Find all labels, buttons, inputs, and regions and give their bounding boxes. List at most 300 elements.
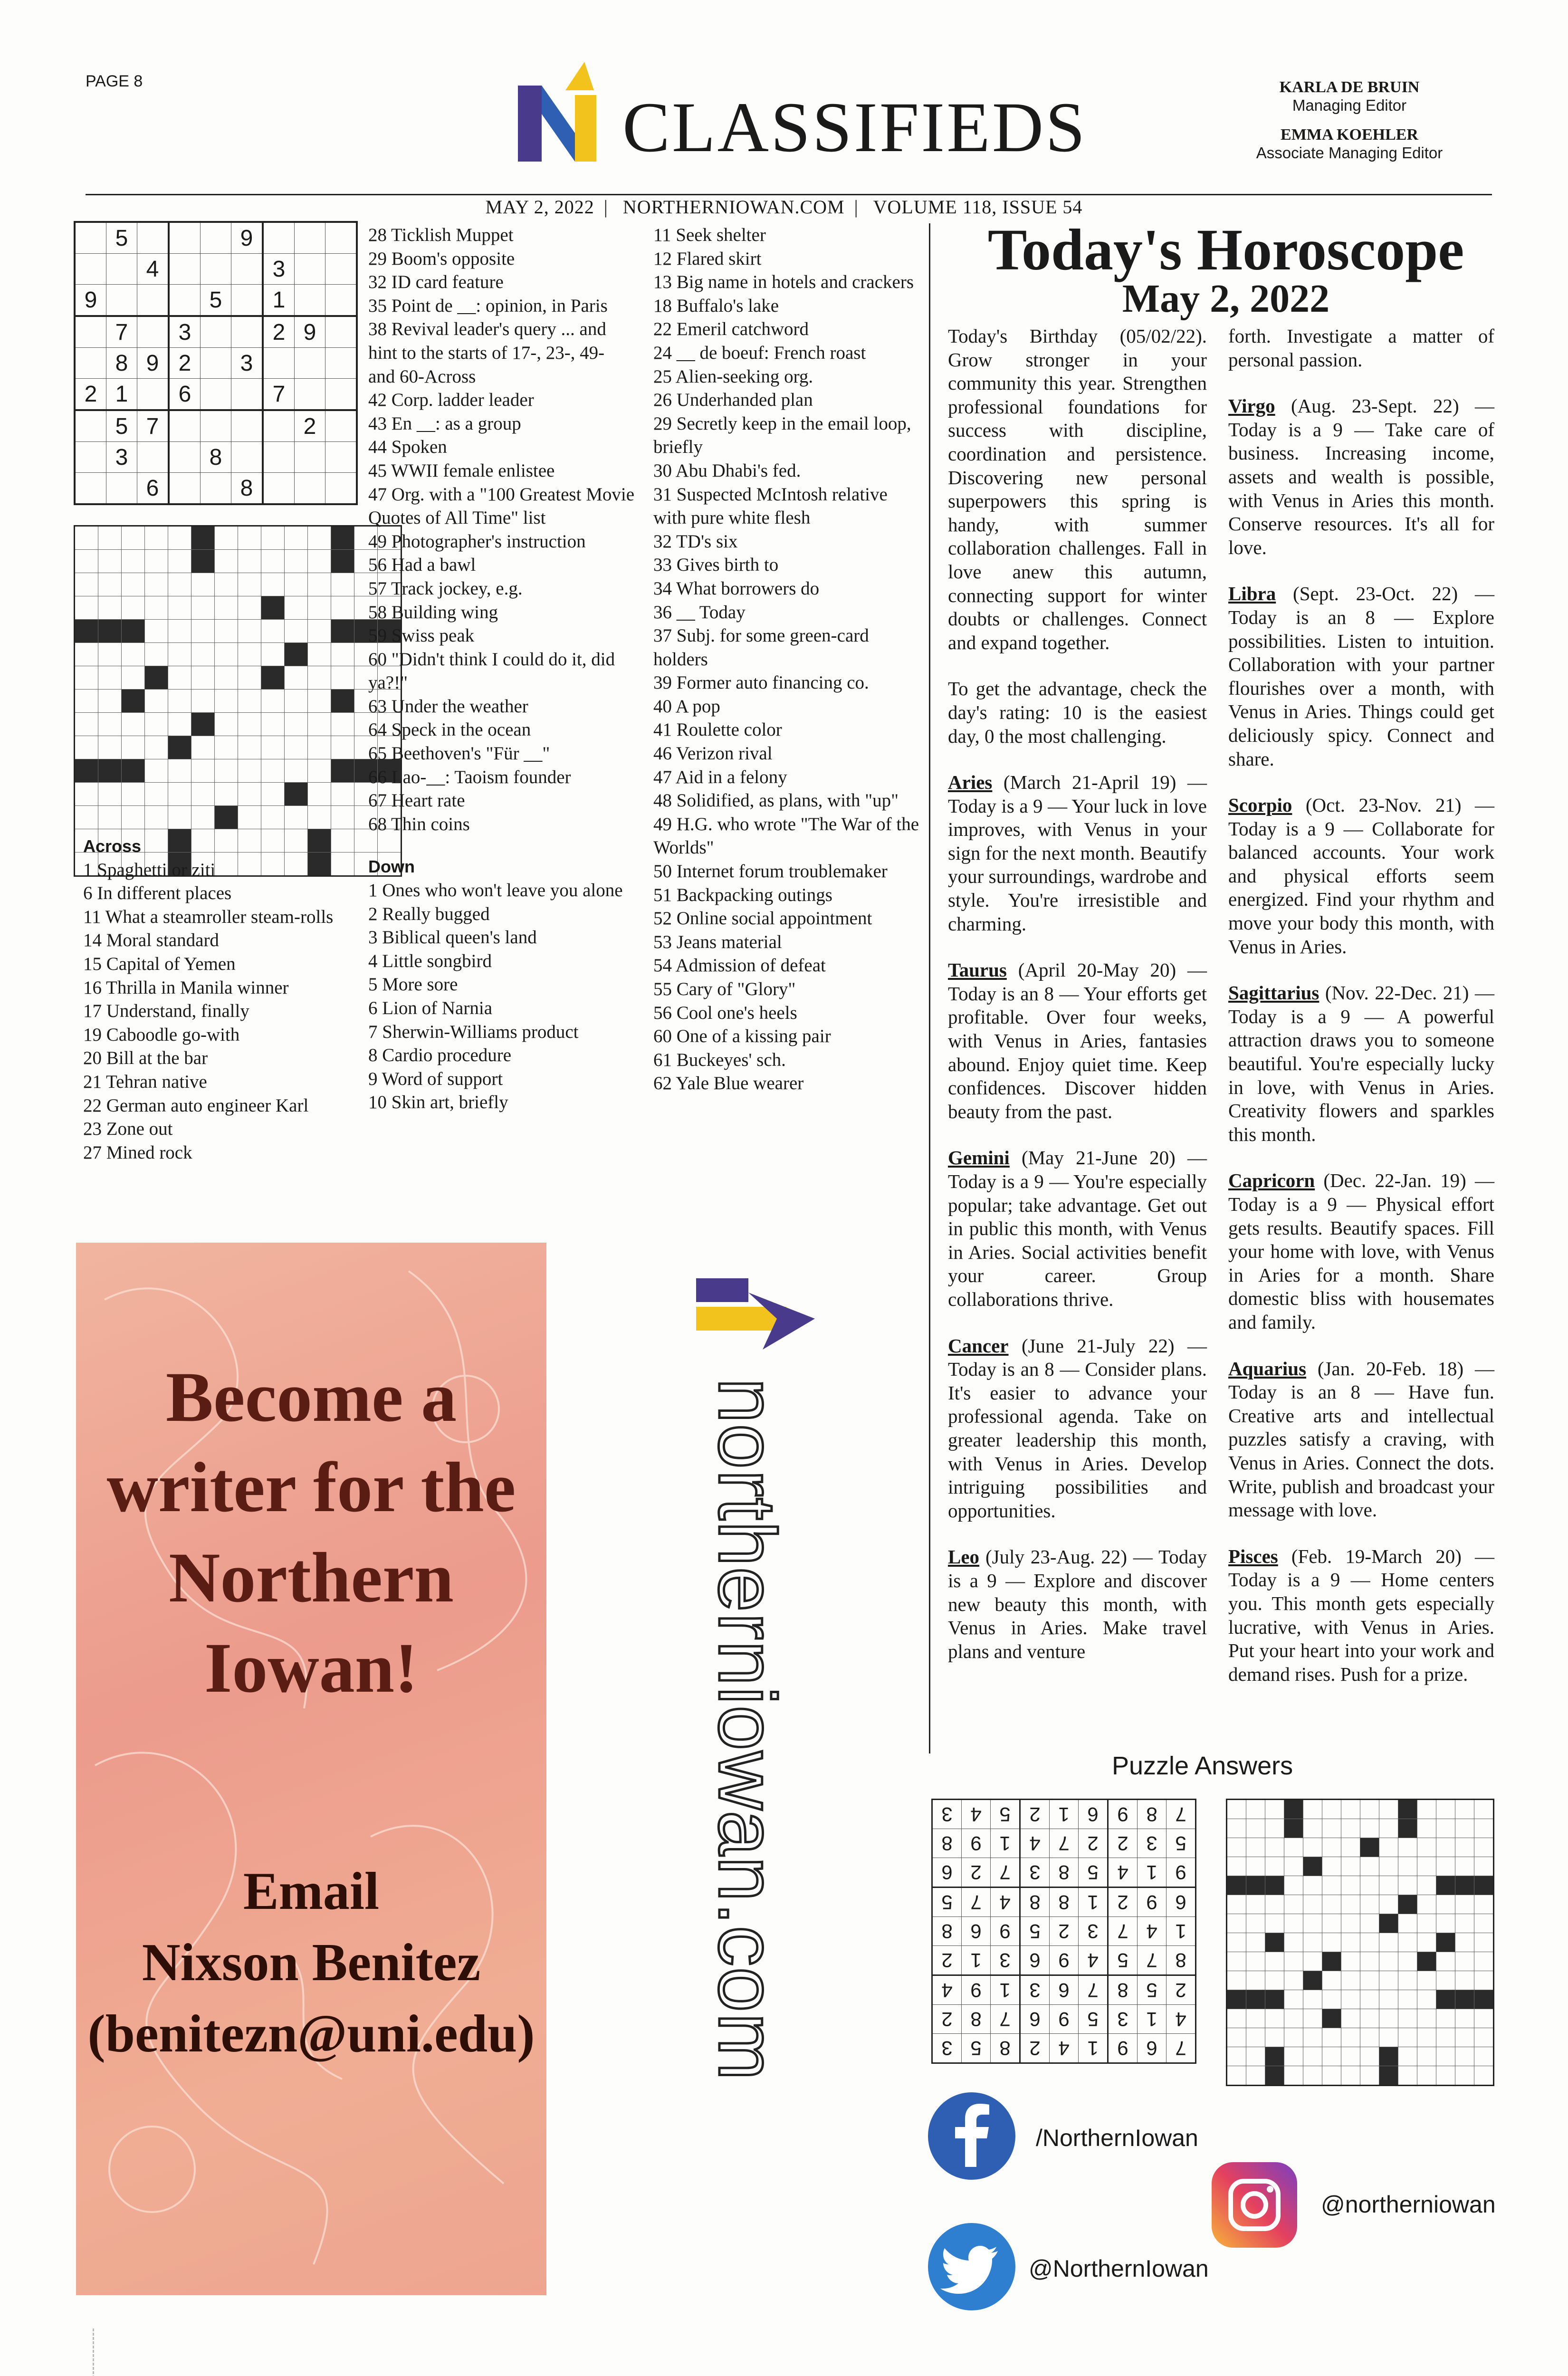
zodiac-sign: Scorpio — [1228, 794, 1292, 816]
crossword-cell — [331, 759, 354, 783]
crossword-cell — [168, 783, 191, 806]
masthead — [513, 57, 1087, 171]
crossword-cell — [168, 759, 191, 783]
crossword-answer-cell — [1474, 1971, 1494, 1990]
grid-cell: 2 — [1020, 1800, 1050, 1829]
crossword-answer-cell — [1379, 1971, 1398, 1990]
crossword-cell — [308, 783, 331, 806]
grid-row — [1227, 2066, 1494, 2086]
crossword-cell — [261, 806, 285, 829]
down-clue: 55 Cary of "Glory" — [653, 979, 796, 999]
grid-cell: 7 — [991, 1858, 1020, 1887]
crossword-answer-cell — [1360, 2009, 1379, 2028]
crossword-answer-cell — [1360, 1819, 1379, 1838]
grid-row — [1227, 1914, 1494, 1933]
crossword-cell — [122, 620, 145, 643]
crossword-cell — [215, 620, 238, 643]
crossword-cell — [75, 783, 98, 806]
crossword-answer-cell — [1360, 1990, 1379, 2009]
crossword-cell — [238, 806, 261, 829]
crossword-answer-cell — [1360, 1933, 1379, 1952]
grid-row — [1227, 2047, 1494, 2066]
crossword-answer-cell — [1379, 2047, 1398, 2066]
grid-row — [75, 473, 357, 505]
zodiac-sign: Sagittarius — [1228, 982, 1319, 1004]
crossword-answer-cell — [1379, 1819, 1398, 1838]
crossword-cell — [145, 806, 168, 829]
down-clue: 60 One of a kissing pair — [653, 1026, 831, 1047]
grid-row — [75, 316, 357, 348]
grid-cell — [75, 348, 106, 379]
grid-cell: 3 — [1020, 1858, 1050, 1887]
crossword-answer-cell — [1474, 1952, 1494, 1971]
crossword-cell — [215, 759, 238, 783]
crossword-answer-cell — [1303, 1876, 1322, 1895]
grid-row — [1227, 1876, 1494, 1895]
horoscope-text: (July 23-Aug. 22) — Today is a 9 — Explore and discover new beauty this month, with Venus in Aries. Make travel plans and venture — [948, 1546, 1207, 1662]
crossword-answer-cell — [1303, 1800, 1322, 1819]
grid-row — [75, 573, 402, 596]
grid-cell: 9 — [75, 285, 106, 316]
issue-volume: VOLUME 118, ISSUE 54 — [873, 196, 1083, 218]
crossword-answer-cell — [1455, 1971, 1474, 1990]
across-clue: 65 Beethoven's "Für __" — [368, 743, 550, 764]
grid-cell: 7 — [1108, 1917, 1138, 1946]
across-clue: 47 Org. with a "100 Greatest Movie Quotes of All Time" list — [368, 484, 635, 528]
twitter-icon[interactable] — [927, 2222, 1017, 2312]
down-clue: 30 Abu Dhabi's fed. — [653, 460, 801, 481]
across-clue: 32 ID card feature — [368, 272, 504, 293]
across-clues-col1 — [83, 834, 349, 1164]
crossword-cell — [191, 620, 215, 643]
crossword-answer-cell — [1284, 1857, 1303, 1876]
across-clue: 67 Heart rate — [368, 790, 465, 811]
horoscope-entry — [1228, 394, 1494, 559]
crossword-answer-cell — [1360, 2028, 1379, 2047]
grid-cell — [325, 442, 357, 473]
crossword-answer-cell — [1474, 1914, 1494, 1933]
grid-row — [932, 1946, 1196, 1975]
down-clue: 50 Internet forum troublemaker — [653, 861, 888, 882]
grid-row — [1227, 2009, 1494, 2028]
crossword-answer-cell — [1398, 2028, 1417, 2047]
crossword-answer-cell — [1227, 1895, 1246, 1914]
crossword-answer-cell — [1398, 1971, 1417, 1990]
crossword-cell — [215, 736, 238, 759]
crossword-answer-cell — [1265, 1819, 1284, 1838]
crossword-cell — [215, 690, 238, 713]
crossword-answer-cell — [1360, 1895, 1379, 1914]
down-clue: 29 Secretly keep in the email loop, briefly — [653, 413, 911, 458]
crossword-answer-cell — [1284, 1914, 1303, 1933]
crossword-cell — [331, 736, 354, 759]
grid-cell — [231, 285, 263, 316]
grid-cell: 7 — [1138, 1946, 1166, 1975]
crossword-answer-cell — [1322, 1819, 1341, 1838]
grid-cell — [201, 254, 231, 285]
crossword-cell — [308, 596, 331, 620]
down-clue: 40 A pop — [653, 696, 720, 717]
across-clue: 38 Revival leader's query ... and hint to the starts of 17-, 23-, 49- and 60-Across — [368, 319, 606, 387]
grid-cell: 9 — [1166, 1858, 1196, 1887]
crossword-answer-cell — [1341, 1876, 1360, 1895]
grid-row — [932, 1800, 1196, 1829]
grid-cell — [201, 379, 231, 411]
crossword-cell — [285, 596, 308, 620]
crossword-cell — [261, 666, 285, 690]
crossword-cell — [238, 573, 261, 596]
crossword-answer-cell — [1265, 1857, 1284, 1876]
crossword-answer-cell — [1341, 2047, 1360, 2066]
crossword-answer-cell — [1341, 1952, 1360, 1971]
crossword-cell — [308, 759, 331, 783]
grid-row — [1227, 1971, 1494, 1990]
horoscope-text: (Oct. 23-Nov. 21) — Today is a 9 — Collaborate for balanced accounts. Your work and physical efforts seem energized. Find your rhythm and move your body this month, with Venus in Aries. — [1228, 794, 1494, 958]
horoscope-col2 — [1228, 325, 1494, 1709]
down-clue: 25 Alien-seeking org. — [653, 366, 813, 387]
grid-row — [75, 713, 402, 736]
horoscope-col1 — [948, 325, 1207, 1686]
crossword-answer-cell — [1246, 1819, 1265, 1838]
zodiac-sign: Taurus — [948, 959, 1007, 981]
grid-row — [932, 1829, 1196, 1858]
crossword-answer-cell — [1417, 2047, 1436, 2066]
grid-cell: 4 — [962, 1800, 991, 1829]
grid-cell: 7 — [263, 379, 295, 411]
crossword-cell — [145, 713, 168, 736]
grid-cell: 6 — [932, 1858, 962, 1887]
crossword-cell — [331, 596, 354, 620]
crossword-cell — [75, 806, 98, 829]
crossword-answer-cell — [1246, 1876, 1265, 1895]
crossword-cell — [331, 666, 354, 690]
crossword-cell — [75, 759, 98, 783]
crossword-answer-cell — [1455, 1800, 1474, 1819]
horoscope-text: (April 20-May 20) — Today is an 8 — Your efforts get profitable. Over four weeks, with Venus in Aries, fantasies abound. Enjoy quiet time. Keep confidences. Discover hidden beauty from the past. — [948, 959, 1207, 1122]
crossword-answer-cell — [1455, 2047, 1474, 2066]
horoscope-entry — [1228, 1357, 1494, 1522]
crossword-answer-cell — [1379, 2028, 1398, 2047]
crossword-cell — [191, 806, 215, 829]
crossword-answer-cell — [1436, 1990, 1455, 2009]
crossword-answer-cell — [1341, 2009, 1360, 2028]
grid-cell: 3 — [1020, 1975, 1050, 2005]
crossword-cell — [75, 736, 98, 759]
crossword-cell — [261, 736, 285, 759]
crossword-answer-cell — [1246, 1971, 1265, 1990]
grid-cell — [169, 473, 201, 505]
crossword-answer-cell — [1436, 1857, 1455, 1876]
crossword-cell — [98, 643, 122, 666]
crossword-answer-cell — [1227, 1990, 1246, 2009]
grid-cell: 6 — [1079, 1800, 1108, 1829]
across-clue: 21 Tehran native — [83, 1071, 207, 1092]
grid-row — [75, 442, 357, 473]
grid-cell: 2 — [75, 379, 106, 411]
crossword-cell — [191, 526, 215, 550]
down-clue: 53 Jeans material — [653, 931, 782, 952]
across-clue: 35 Point de __: opinion, in Paris — [368, 295, 608, 316]
grid-cell — [325, 222, 357, 254]
crossword-cell — [308, 806, 331, 829]
crossword-cell — [331, 526, 354, 550]
grid-cell: 5 — [962, 2034, 991, 2063]
crossword-cell — [145, 759, 168, 783]
down-clue: 6 Lion of Narnia — [368, 998, 493, 1018]
puzzle-answers-title: Puzzle Answers — [1112, 1752, 1293, 1780]
crossword-answer-cell — [1455, 1819, 1474, 1838]
horoscope-text: (Jan. 20-Feb. 18) — Today is an 8 — Have fun. Creative arts and intellectual puzzles satisfy a craving, with Venus in Aries. Connect the dots. Write, publish and broadcast your message with love. — [1228, 1357, 1494, 1521]
crossword-answer-cell — [1417, 1971, 1436, 1990]
grid-cell — [169, 285, 201, 316]
crossword-answer-cell — [1303, 1857, 1322, 1876]
grid-cell: 4 — [1138, 1917, 1166, 1946]
crossword-cell — [98, 596, 122, 620]
crossword-answer-cell — [1303, 1895, 1322, 1914]
crossword-answer-cell — [1284, 1800, 1303, 1819]
writer-recruitment-ad — [76, 1243, 546, 2295]
crossword-cell — [98, 526, 122, 550]
facebook-handle[interactable]: /NorthernIowan — [1036, 2125, 1198, 2151]
grid-cell — [75, 254, 106, 285]
crossword-answer-cell — [1379, 1914, 1398, 1933]
horoscope-entry — [1228, 1169, 1494, 1334]
crossword-answer-cell — [1341, 1895, 1360, 1914]
crossword-cell — [308, 713, 331, 736]
sudoku-grid — [74, 221, 358, 505]
grid-cell: 8 — [932, 1829, 962, 1858]
crossword-answer-cell — [1474, 1800, 1494, 1819]
across-clue: 49 Photographer's instruction — [368, 531, 586, 552]
fold-mark — [93, 2328, 96, 2376]
crossword-answer-cell — [1474, 1857, 1494, 1876]
grid-cell: 2 — [962, 1858, 991, 1887]
crossword-cell — [238, 713, 261, 736]
grid-cell: 5 — [1166, 1829, 1196, 1858]
grid-cell — [295, 379, 325, 411]
crossword-cell — [191, 736, 215, 759]
facebook-icon[interactable] — [927, 2091, 1017, 2181]
crossword-answer-cell — [1455, 2028, 1474, 2047]
grid-cell: 1 — [1079, 2034, 1108, 2063]
crossword-cell — [238, 643, 261, 666]
grid-cell: 5 — [1079, 1858, 1108, 1887]
crossword-answer-cell — [1322, 2047, 1341, 2066]
crossword-cell — [215, 550, 238, 573]
down-clue: 61 Buckeyes' sch. — [653, 1049, 786, 1070]
crossword-answer-cell — [1303, 2047, 1322, 2066]
crossword-cell — [168, 596, 191, 620]
crossword-cell — [145, 550, 168, 573]
down-clue: 34 What borrowers do — [653, 578, 820, 599]
page-number: PAGE 8 — [86, 72, 143, 90]
crossword-answer-cell — [1436, 1876, 1455, 1895]
grid-row — [1227, 1800, 1494, 1819]
grid-cell: 9 — [1050, 2005, 1079, 2034]
crossword-answer-cell — [1417, 2028, 1436, 2047]
crossword-answer-cell — [1417, 1838, 1436, 1857]
grid-cell: 3 — [1138, 1829, 1166, 1858]
crossword-cell — [191, 713, 215, 736]
down-clue: 33 Gives birth to — [653, 555, 779, 575]
crossword-cell — [75, 713, 98, 736]
crossword-cell — [308, 620, 331, 643]
grid-cell — [263, 348, 295, 379]
leo-continuation: forth. Investigate a matter of personal passion. — [1228, 325, 1494, 371]
grid-cell: 8 — [962, 2005, 991, 2034]
crossword-answer-cell — [1417, 2009, 1436, 2028]
crossword-answer-cell — [1474, 2009, 1494, 2028]
crossword-answer-cell — [1246, 2009, 1265, 2028]
crossword-answer-cell — [1246, 1800, 1265, 1819]
crossword-answer-cell — [1455, 1990, 1474, 2009]
across-clue: 63 Under the weather — [368, 696, 528, 717]
crossword-cell — [261, 643, 285, 666]
grid-cell: 2 — [295, 410, 325, 442]
crossword-answer-cell — [1436, 1819, 1455, 1838]
crossword-cell — [331, 713, 354, 736]
grid-cell — [75, 410, 106, 442]
crossword-cell — [238, 550, 261, 573]
down-clue: 18 Buffalo's lake — [653, 295, 779, 316]
across-clue: 28 Ticklish Muppet — [368, 225, 514, 245]
crossword-answer-cell — [1265, 1971, 1284, 1990]
issue-site: NORTHERNIOWAN.COM — [622, 196, 845, 218]
crossword-answer-cell — [1322, 1990, 1341, 2009]
instagram-handle[interactable]: @northerniowan — [1321, 2191, 1496, 2218]
crossword-answer-cell — [1417, 1990, 1436, 2009]
crossword-cell — [145, 783, 168, 806]
crossword-cell — [122, 666, 145, 690]
crossword-cell — [215, 713, 238, 736]
down-clue: 47 Aid in a felony — [653, 766, 787, 787]
across-clue: 14 Moral standard — [83, 930, 219, 951]
down-clue: 62 Yale Blue wearer — [653, 1073, 804, 1094]
grid-cell: 3 — [932, 2034, 962, 2063]
northern-iowan-logo-icon — [691, 1274, 824, 1369]
down-clue: 7 Sherwin-Williams product — [368, 1021, 579, 1042]
crossword-cell — [308, 643, 331, 666]
crossword-cell — [75, 620, 98, 643]
grid-row — [75, 643, 402, 666]
crossword-answer-cell — [1398, 1857, 1417, 1876]
grid-cell: 4 — [1079, 1946, 1108, 1975]
crossword-answer-cell — [1398, 1819, 1417, 1838]
grid-cell: 5 — [991, 1800, 1020, 1829]
crossword-answer-cell — [1322, 2009, 1341, 2028]
crossword-cell — [331, 573, 354, 596]
grid-cell — [231, 254, 263, 285]
crossword-cell — [191, 666, 215, 690]
grid-cell: 7 — [1166, 1800, 1196, 1829]
down-clue: 26 Underhanded plan — [653, 390, 813, 411]
crossword-answer-cell — [1322, 1971, 1341, 1990]
sudoku-answer-grid — [931, 1799, 1196, 2064]
zodiac-sign: Leo — [948, 1546, 980, 1568]
crossword-answer-cell — [1360, 1971, 1379, 1990]
crossword-answer-cell — [1227, 1800, 1246, 1819]
crossword-answer-grid — [1226, 1799, 1494, 2086]
grid-cell: 9 — [295, 316, 325, 348]
crossword-answer-cell — [1265, 1952, 1284, 1971]
grid-cell: 5 — [1108, 1946, 1138, 1975]
crossword-answer-cell — [1474, 1838, 1494, 1857]
grid-cell: 1 — [991, 1975, 1020, 2005]
crossword-cell — [215, 526, 238, 550]
down-clue: 5 More sore — [368, 974, 458, 995]
crossword-answer-cell — [1284, 1838, 1303, 1857]
crossword-answer-cell — [1398, 2009, 1417, 2028]
grid-cell: 5 — [932, 1887, 962, 1917]
crossword-cell — [261, 596, 285, 620]
vertical-website-url[interactable]: northerniowan.com — [702, 1378, 792, 2081]
down-heading: Down — [368, 857, 415, 877]
horoscope-entry — [948, 1334, 1207, 1523]
crossword-answer-cell — [1436, 2028, 1455, 2047]
grid-cell — [325, 254, 357, 285]
grid-row — [932, 1858, 1196, 1887]
across-clue: 1 Spaghetti or ziti — [83, 859, 216, 880]
grid-cell — [106, 254, 137, 285]
crossword-cell — [215, 806, 238, 829]
grid-cell: 9 — [231, 222, 263, 254]
crossword-answer-cell — [1474, 1876, 1494, 1895]
horoscope-text: (May 21-June 20) — Today is a 9 — You're especially popular; take advantage. Get out in public this month, with Venus in Aries. Social activities benefit your career. Group collaborations thrive. — [948, 1147, 1207, 1310]
grid-cell — [325, 348, 357, 379]
grid-cell: 1 — [106, 379, 137, 411]
grid-cell: 1 — [991, 1829, 1020, 1858]
crossword-answer-cell — [1227, 1952, 1246, 1971]
crossword-answer-cell — [1455, 1857, 1474, 1876]
crossword-cell — [191, 643, 215, 666]
grid-row — [932, 1887, 1196, 1917]
editor-name: KARLA DE BRUIN — [1279, 78, 1420, 96]
crossword-answer-cell — [1398, 1952, 1417, 1971]
down-clue: 2 Really bugged — [368, 903, 490, 924]
crossword-cell — [308, 736, 331, 759]
grid-cell: 4 — [1108, 1858, 1138, 1887]
crossword-answer-cell — [1398, 2047, 1417, 2066]
across-clue: 43 En __: as a group — [368, 413, 521, 434]
across-clue: 58 Building wing — [368, 602, 498, 623]
across-clue: 16 Thrilla in Manila winner — [83, 977, 289, 998]
horoscope-text: (Dec. 22-Jan. 19) — Today is a 9 — Physical effort gets results. Beautify spaces. Fill your home with love, with Venus in Aries for a month. Share domestic bliss with housemates and family. — [1228, 1169, 1494, 1333]
grid-cell: 4 — [1020, 1829, 1050, 1858]
across-clue: 64 Speck in the ocean — [368, 719, 531, 740]
zodiac-sign: Aries — [948, 771, 993, 794]
down-clue: 12 Flared skirt — [653, 248, 762, 269]
horoscope-text: (Feb. 19-March 20) — Today is a 9 — Home centers you. This month gets especially lucrative, with Venus in Aries. Put your heart into your work and demand rises. Push for a prize. — [1228, 1545, 1494, 1685]
crossword-answer-cell — [1379, 1876, 1398, 1895]
crossword-answer-cell — [1341, 1933, 1360, 1952]
crossword-answer-cell — [1341, 2066, 1360, 2086]
crossword-cell — [331, 690, 354, 713]
crossword-cell — [122, 643, 145, 666]
instagram-icon[interactable] — [1209, 2160, 1300, 2250]
ad-contact-email[interactable]: (benitezn@uni.edu) — [87, 2004, 535, 2063]
crossword-answer-cell — [1265, 1990, 1284, 2009]
crossword-answer-cell — [1436, 1952, 1455, 1971]
across-clue: 17 Understand, finally — [83, 1001, 249, 1022]
section-title: CLASSIFIEDS — [622, 88, 1087, 167]
grid-cell: 6 — [1020, 1946, 1050, 1975]
zodiac-sign: Capricorn — [1228, 1169, 1315, 1192]
twitter-handle[interactable]: @NorthernIowan — [1029, 2255, 1209, 2282]
grid-cell: 2 — [1166, 1975, 1196, 2005]
grid-row — [75, 759, 402, 783]
grid-cell — [169, 410, 201, 442]
crossword-answer-cell — [1246, 1952, 1265, 1971]
